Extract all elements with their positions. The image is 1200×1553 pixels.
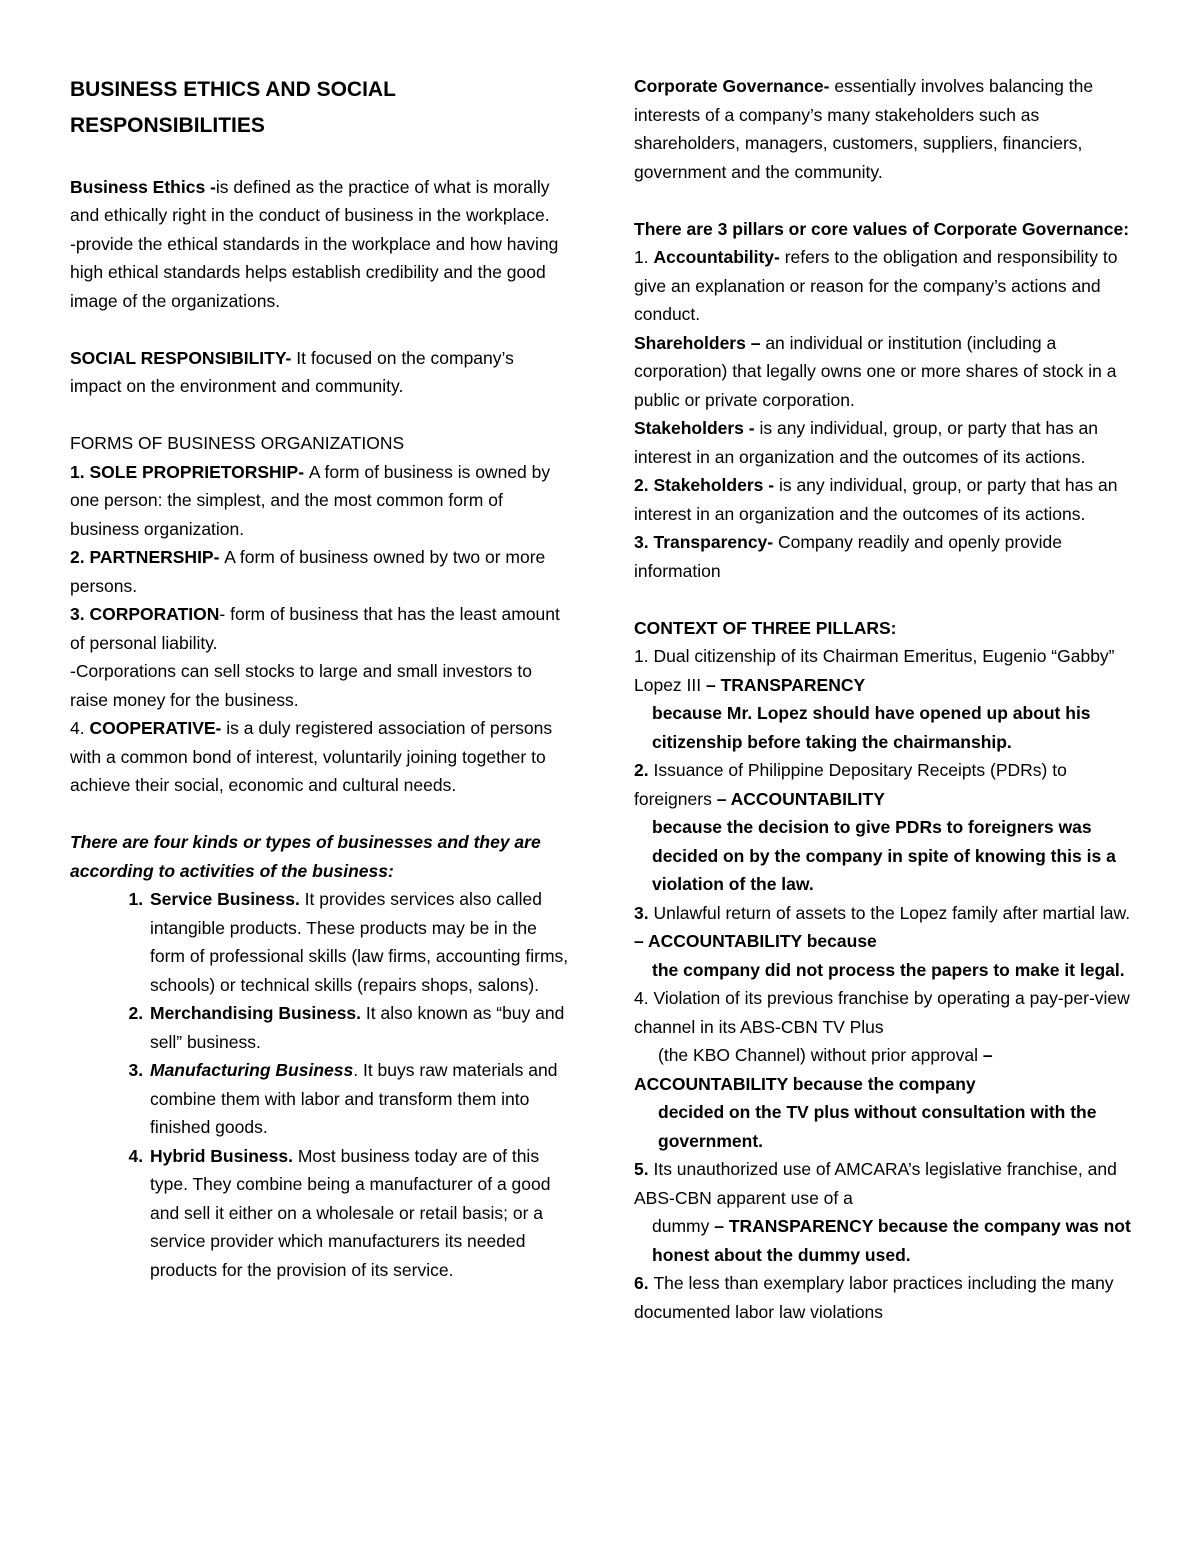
context-reason-3: the company did not process the papers to make it legal. [652, 959, 1125, 980]
context-item-4: 4. Violation of its previous franchise by operating a pay-per-view channel in its ABS-CBN TV Plus [634, 988, 1130, 1037]
context-heading: CONTEXT OF THREE PILLARS: [634, 617, 897, 638]
business-ethics-note: -provide the ethical standards in the workplace and how having high ethical standards helps establish credibility and the good image of the organizations. [70, 233, 559, 311]
pillars-heading: There are 3 pillars or core values of Corporate Governance: [634, 218, 1130, 239]
pillar-accountability: 1. Accountability- refers to the obligation and responsibility to give an explanation or reason for the company’s actions and conduct. [634, 247, 1118, 324]
corporate-governance-definition: Corporate Governance- essentially involves balancing the interests of a company’s many stakeholders such as shareholders, managers, customers, suppliers, financiers, government and the community. [634, 76, 1094, 182]
form-item: 3. CORPORATION- form of business that has the least amount of personal liability. [70, 604, 560, 653]
business-ethics-term: Business Ethics - [70, 176, 216, 197]
form-item: 1. SOLE PROPRIETORSHIP- A form of business is owned by one person: the simplest, and the most common form of business organization. [70, 461, 551, 539]
list-item: 3. Manufacturing Business. It buys raw materials and combine them with labor and transform them into finished goods. [148, 1056, 570, 1142]
context-item-5-cont: dummy – TRANSPARENCY because the company was not honest about the dummy used. [652, 1216, 1131, 1265]
business-ethics-definition: Business Ethics -is defined as the practice of what is morally and ethically right in the conduct of business in the workplace. [70, 176, 550, 225]
list-item: 1. Service Business. It provides services also called intangible products. These products may be in the form of professional skills (law firms, accounting firms, schools) or technical skills (repairs shops, salons). [148, 885, 570, 999]
list-item: 2. Merchandising Business. It also known as “buy and sell” business. [148, 999, 570, 1056]
context-item-4-cont: (the KBO Channel) without prior approval – [658, 1045, 993, 1065]
list-item: 4. Hybrid Business. Most business today are of this type. They combine being a manufacturer of a good and sell it either on a wholesale or retail basis; or a service provider which manufacturers its needed products for the provision of its service. [148, 1142, 570, 1285]
left-column [70, 72, 570, 1284]
context-item-5: 5. Its unauthorized use of AMCARA’s legislative franchise, and ABS-CBN apparent use of a [634, 1159, 1117, 1208]
form-item: 4. COOPERATIVE- is a duly registered association of persons with a common bond of interest, voluntarily joining together to achieve their social, economic and cultural needs. [70, 718, 553, 795]
social-responsibility-definition: SOCIAL RESPONSIBILITY- It focused on the company’s impact on the environment and community. [70, 347, 514, 396]
pillar-stakeholders: 2. Stakeholders - is any individual, group, or party that has an interest in an organization and the outcomes of its actions. [634, 475, 1118, 524]
pillar-transparency: 3. Transparency- Company readily and openly provide information [634, 532, 1063, 581]
context-reason-1: because Mr. Lopez should have opened up about his citizenship before taking the chairmanship. [652, 703, 1091, 752]
corporate-governance-term: Corporate Governance- [634, 76, 835, 96]
context-item-6: 6. The less than exemplary labor practices including the many documented labor law violations [634, 1273, 1114, 1322]
stakeholders-definition: Stakeholders - is any individual, group, or party that has an interest in an organization and the outcomes of its actions. [634, 418, 1099, 467]
kinds-list [70, 885, 570, 1284]
context-reason-4: decided on the TV plus without consultation with the government. [658, 1102, 1097, 1151]
context-reason-2: because the decision to give PDRs to foreigners was decided on by the company in spite of knowing this is a violation of the law. [652, 817, 1116, 894]
social-responsibility-term: SOCIAL RESPONSIBILITY- [70, 347, 297, 368]
context-item-1: 1. Dual citizenship of its Chairman Emeritus, Eugenio “Gabby” Lopez III – TRANSPARENCY [634, 646, 1115, 695]
page-title: BUSINESS ETHICS AND SOCIAL RESPONSIBILITIES [70, 78, 396, 137]
form-item: 2. PARTNERSHIP- A form of business owned by two or more persons. [70, 547, 546, 596]
context-item-2: 2. Issuance of Philippine Depositary Receipts (PDRs) to foreigners – ACCOUNTABILITY [634, 760, 1067, 809]
shareholders-definition: Shareholders – an individual or institution (including a corporation) that legally owns one or more shares of stock in a public or private corporation. [634, 332, 1117, 410]
corporation-note: -Corporations can sell stocks to large and small investors to raise money for the business. [70, 661, 533, 710]
forms-heading: FORMS OF BUSINESS ORGANIZATIONS [70, 433, 405, 453]
kinds-intro: There are four kinds or types of businesses and they are according to activities of the business: [70, 832, 541, 881]
context-item-3: 3. Unlawful return of assets to the Lopez family after martial law. – ACCOUNTABILITY because [634, 902, 1131, 951]
right-column [634, 72, 1134, 1326]
context-verdict-4: ACCOUNTABILITY because the company [634, 1073, 976, 1094]
